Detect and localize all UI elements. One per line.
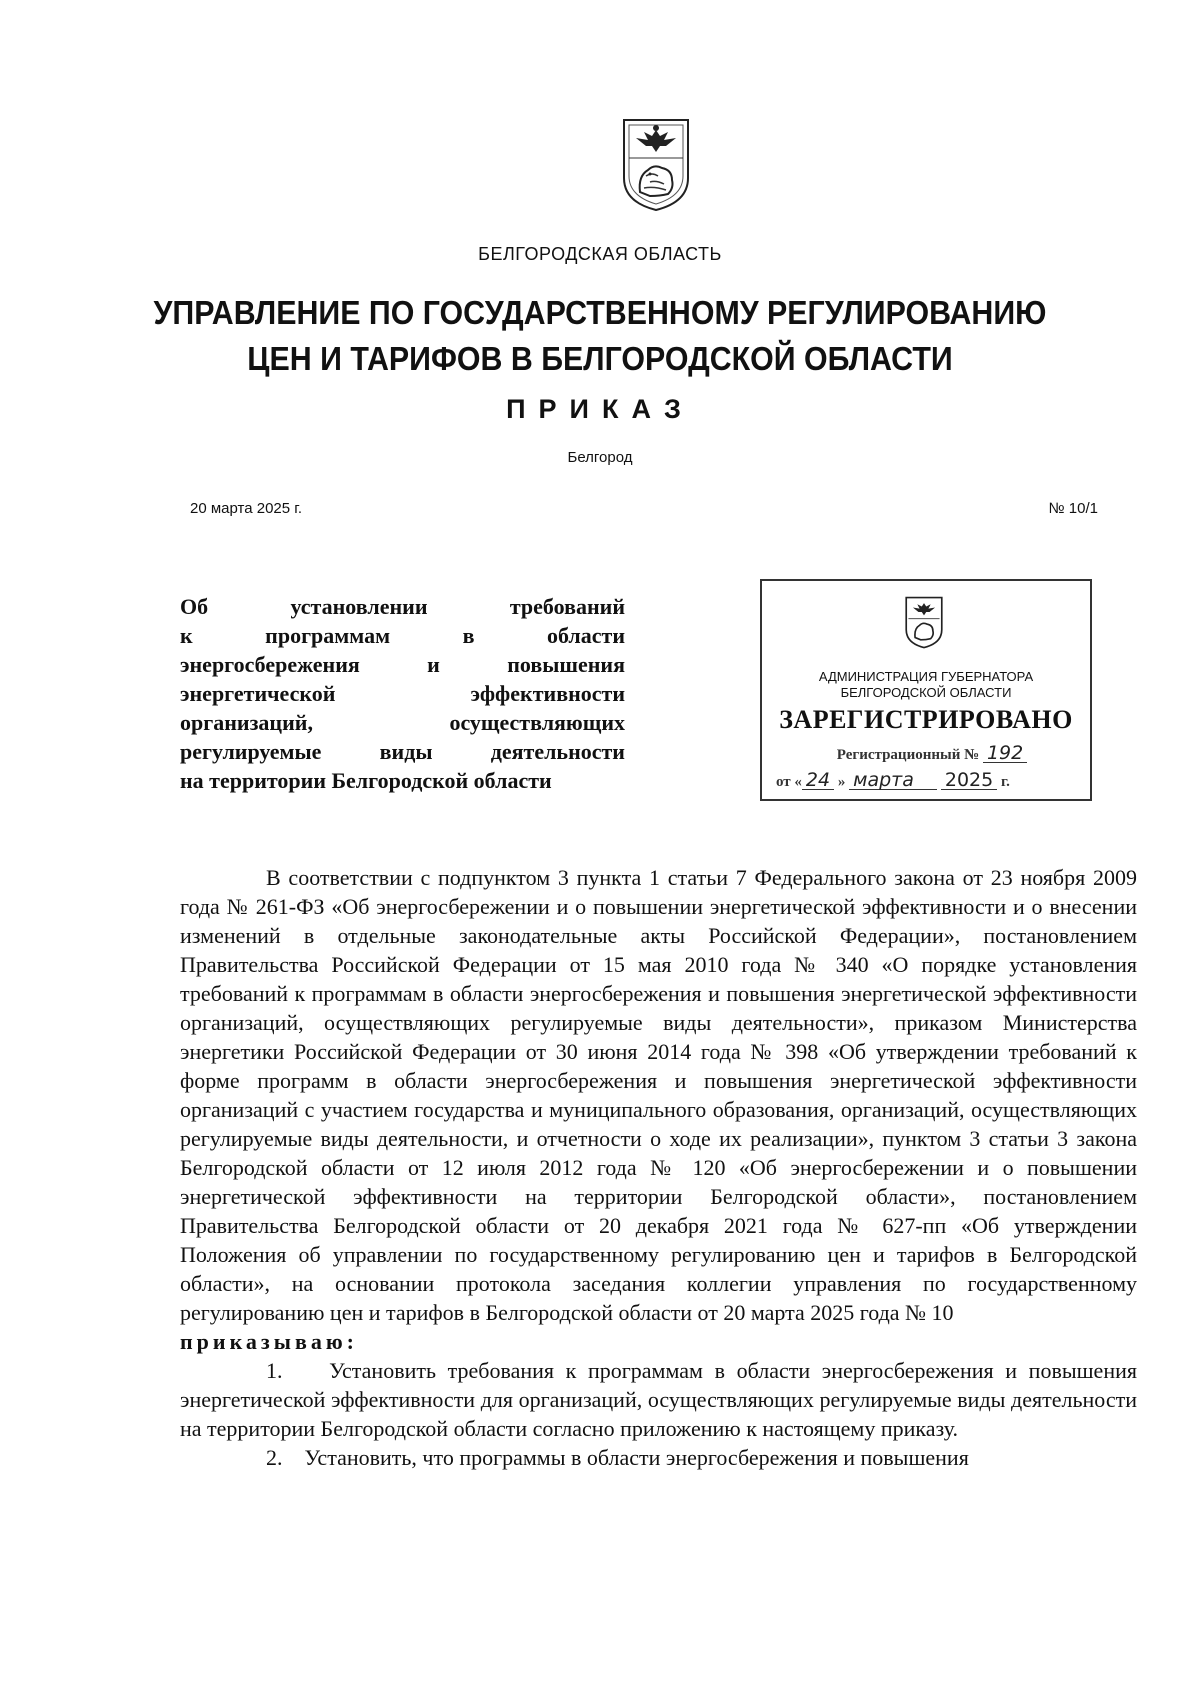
order-item-2: 2. Установить, что программы в области энергосбережения и повышения xyxy=(266,1445,969,1470)
stamp-year-suffix: г. xyxy=(1000,774,1010,790)
registration-stamp xyxy=(760,579,1092,801)
subject-line: регулируемые виды деятельности xyxy=(180,739,625,764)
stamp-registered-label: ЗАРЕГИСТРИРОВАНО xyxy=(779,705,1073,734)
agency-title xyxy=(48,290,1152,382)
subject-line: организаций, осуществляющих xyxy=(180,710,625,735)
subject-line: энергетической эффективности xyxy=(180,681,625,706)
order-item-1: 1. Установить требования к программам в области энергосбережения и повышения энергетической эффективности для организаций, осуществляющих регулируемые виды деятельности на территории Белгородской области согласно приложению к настоящему приказу. xyxy=(180,1358,1137,1441)
subject-line: Об установлении требований xyxy=(180,594,625,619)
stamp-coat-of-arms-icon xyxy=(904,593,944,651)
agency-title-line-2: ЦЕН И ТАРИФОВ В БЕЛГОРОДСКОЙ ОБЛАСТИ xyxy=(247,340,953,377)
stamp-month: марта xyxy=(849,771,937,790)
belgorod-coat-of-arms-icon xyxy=(620,116,692,212)
preamble-paragraph: В соответствии с подпунктом 3 пункта 1 статьи 7 Федерального закона от 23 ноября 2009 года № 261-ФЗ «Об энергосбережении и о повышении энергетической эффективности и о внесении изменений в отдельные законодательные акты Российской Федерации», постановлением Правительства Российской Федерации от 15 мая 2010 года № 340 «О порядке установления требований к программам в области энергосбережения и повышения энергетической эффективности организаций, осуществляющих регулируемые виды деятельности», приказом Министерства энергетики Российской Федерации от 30 июня 2014 года № 398 «Об утверждении требований к форме программ в области энергосбережения и повышения энергетической эффективности организаций с участием государства и муниципального образования, организаций, осуществляющих регулируемые виды деятельности, и отчетности о ходе их реализации», пунктом 3 статьи 3 закона Белгородской области от 12 июля 2012 года № 120 «Об энергосбережении и о повышении энергетической эффективности на территории Белгородской области», постановлением Правительства Белгородской области от 20 декабря 2021 года № 627-пп «Об утверждении Положения об управлении по государственному регулированию цен и тарифов в Белгородской области», на основании протокола заседания коллегии управления по государственному регулированию цен и тарифов в Белгородской области от 20 марта 2025 года № 10 xyxy=(180,865,1137,1325)
stamp-reg-label: Регистрационный № xyxy=(836,747,980,763)
document-body xyxy=(180,863,1137,1472)
stamp-date-line xyxy=(776,771,1076,791)
stamp-reg-number: 192 xyxy=(983,744,1027,763)
subject-line: энергосбережения и повышения xyxy=(180,652,625,677)
document-number: № 10/1 xyxy=(1048,500,1098,517)
stamp-day: 24 xyxy=(802,771,834,790)
agency-title-line-1: УПРАВЛЕНИЕ ПО ГОСУДАРСТВЕННОМУ РЕГУЛИРОВАНИЮ xyxy=(153,294,1047,331)
stamp-authority-line-1: АДМИНИСТРАЦИЯ ГУБЕРНАТОРА xyxy=(818,669,1034,684)
subject-heading xyxy=(180,592,625,795)
city: Белгород xyxy=(567,449,633,466)
stamp-reg-number-line xyxy=(782,744,1082,764)
orders-keyword: приказываю: xyxy=(180,1329,358,1354)
document-date: 20 марта 2025 г. xyxy=(190,500,303,517)
stamp-year: 2025 xyxy=(941,771,997,790)
region-name: БЕЛГОРОДСКАЯ ОБЛАСТЬ xyxy=(478,244,722,264)
stamp-authority-line-2: БЕЛГОРОДСКОЙ ОБЛАСТИ xyxy=(840,685,1012,700)
stamp-authority xyxy=(762,669,1090,701)
subject-line: на территории Белгородской области xyxy=(180,768,552,793)
subject-line: к программам в области xyxy=(180,623,625,648)
stamp-date-prefix: от « xyxy=(776,774,802,790)
stamp-quote-close: » xyxy=(837,774,846,790)
document-type: ПРИКАЗ xyxy=(506,394,694,424)
